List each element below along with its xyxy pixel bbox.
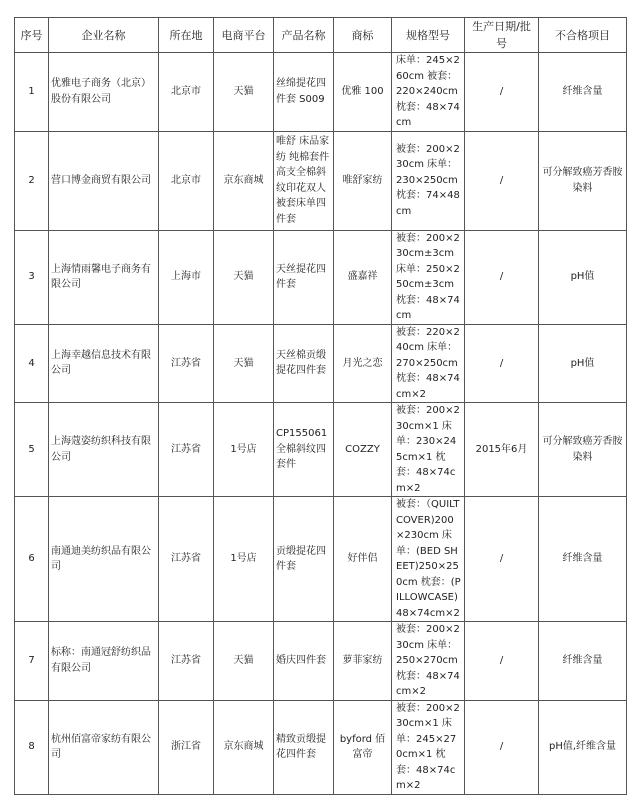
cell-product: 唯舒 床品家纺 纯棉套件 高支全棉斜纹印花双人被套床单四件套 [274, 131, 334, 230]
cell-failed: 可分解致癌芳香胺染料 [539, 131, 627, 230]
cell-brand: 萝菲家纺 [334, 622, 392, 701]
cell-product: 天丝棉贡缎提花四件套 [274, 324, 334, 403]
table-row [15, 497, 627, 622]
cell-platform: 1号店 [214, 497, 274, 622]
cell-failed: pH值 [539, 230, 627, 324]
header-location: 所在地 [159, 18, 214, 53]
cell-company: 南通迪美纺织品有限公司 [49, 497, 159, 622]
cell-location: 江苏省 [159, 324, 214, 403]
cell-date: / [465, 622, 539, 701]
cell-company: 上海幸越信息技术有限公司 [49, 324, 159, 403]
cell-product: 天丝提花四件套 [274, 230, 334, 324]
cell-date: / [465, 53, 539, 132]
cell-no: 2 [15, 131, 49, 230]
cell-location: 江苏省 [159, 622, 214, 701]
cell-platform: 京东商城 [214, 131, 274, 230]
cell-company: 优雅电子商务（北京）股份有限公司 [49, 53, 159, 132]
cell-location: 北京市 [159, 131, 214, 230]
cell-brand: 好伴侣 [334, 497, 392, 622]
header-platform: 电商平台 [214, 18, 274, 53]
cell-platform: 天猫 [214, 230, 274, 324]
header-failed: 不合格项目 [539, 18, 627, 53]
cell-no: 3 [15, 230, 49, 324]
cell-date: / [465, 497, 539, 622]
cell-location: 浙江省 [159, 700, 214, 794]
cell-failed: 纤维含量 [539, 53, 627, 132]
cell-no: 4 [15, 324, 49, 403]
cell-date: / [465, 324, 539, 403]
table-row [15, 324, 627, 403]
cell-date: / [465, 131, 539, 230]
product-table [14, 17, 627, 795]
cell-brand: 优雅 100 [334, 53, 392, 132]
cell-failed: 纤维含量 [539, 622, 627, 701]
cell-spec: 被套：200×230cm×1 床单：230×245cm×1 枕套：48×74cm×2 [392, 403, 465, 497]
cell-company: 上海蔻姿纺织科技有限公司 [49, 403, 159, 497]
cell-spec: 被套：200×230cm±3cm 床单：250×250cm±3cm 枕套：48×74cm [392, 230, 465, 324]
cell-no: 8 [15, 700, 49, 794]
table-row [15, 53, 627, 132]
cell-spec: 被套：（QUILT COVER)200×230cm 床单：(BED SHEET)250×250cm 枕套：(PILLOWCASE)48×74cm×2 [392, 497, 465, 622]
table-row [15, 403, 627, 497]
cell-failed: pH值 [539, 324, 627, 403]
cell-no: 6 [15, 497, 49, 622]
cell-brand: 月光之恋 [334, 324, 392, 403]
cell-location: 上海市 [159, 230, 214, 324]
cell-spec: 床单：245×260cm 被套：220×240cm 枕套：48×74cm [392, 53, 465, 132]
cell-platform: 天猫 [214, 324, 274, 403]
cell-company: 上海情雨馨电子商务有限公司 [49, 230, 159, 324]
cell-brand: 盛嘉祥 [334, 230, 392, 324]
cell-platform: 京东商城 [214, 700, 274, 794]
cell-location: 江苏省 [159, 403, 214, 497]
cell-no: 7 [15, 622, 49, 701]
cell-failed: 可分解致癌芳香胺染料 [539, 403, 627, 497]
header-brand: 商标 [334, 18, 392, 53]
cell-spec: 被套：200×230cm×1 床单：245×270cm×1 枕套：48×74cm×2 [392, 700, 465, 794]
cell-brand: COZZY [334, 403, 392, 497]
cell-product: 贡缎提花四件套 [274, 497, 334, 622]
table-row [15, 622, 627, 701]
cell-product: CP155061 全棉斜纹四套件 [274, 403, 334, 497]
cell-product: 精致贡缎提花四件套 [274, 700, 334, 794]
cell-platform: 1号店 [214, 403, 274, 497]
cell-location: 北京市 [159, 53, 214, 132]
table-row [15, 230, 627, 324]
cell-location: 江苏省 [159, 497, 214, 622]
cell-company: 杭州佰富帝家纺有限公司 [49, 700, 159, 794]
header-date: 生产日期/批号 [465, 18, 539, 53]
cell-product: 婚庆四件套 [274, 622, 334, 701]
cell-spec: 被套：200×230cm 床单：250×270cm 枕套：48×74cm×2 [392, 622, 465, 701]
cell-company: 营口博金商贸有限公司 [49, 131, 159, 230]
cell-spec: 被套：200×230cm 床单：230×250cm 枕套：74×48cm [392, 131, 465, 230]
cell-company: 标称：南通冠舒纺织品有限公司 [49, 622, 159, 701]
header-product: 产品名称 [274, 18, 334, 53]
cell-failed: pH值,纤维含量 [539, 700, 627, 794]
cell-date: 2015年6月 [465, 403, 539, 497]
cell-platform: 天猫 [214, 53, 274, 132]
table-row [15, 131, 627, 230]
cell-date: / [465, 230, 539, 324]
cell-product: 丝绵提花四件套 S009 [274, 53, 334, 132]
cell-brand: 唯舒家纺 [334, 131, 392, 230]
header-company: 企业名称 [49, 18, 159, 53]
header-spec: 规格型号 [392, 18, 465, 53]
cell-no: 1 [15, 53, 49, 132]
table-header-row [15, 18, 627, 53]
cell-date: / [465, 700, 539, 794]
cell-brand: byford 佰富帝 [334, 700, 392, 794]
cell-no: 5 [15, 403, 49, 497]
header-no: 序号 [15, 18, 49, 53]
cell-spec: 被套：220×240cm 床单：270×250cm 枕套：48×74cm×2 [392, 324, 465, 403]
table-row [15, 700, 627, 794]
cell-platform: 天猫 [214, 622, 274, 701]
cell-failed: 纤维含量 [539, 497, 627, 622]
